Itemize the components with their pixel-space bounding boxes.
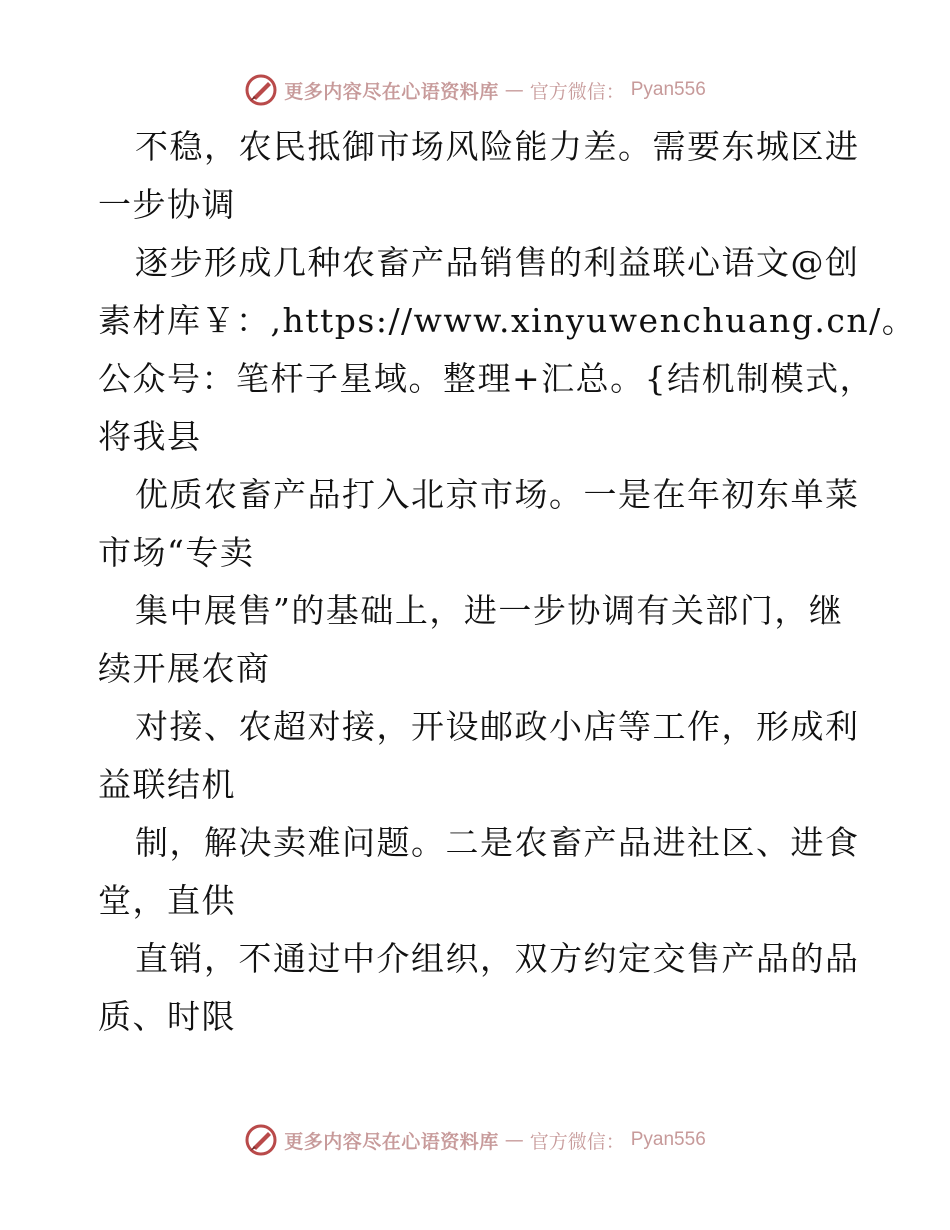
- text-line: 直销，不通过中介组织，双方约定交售产品的品: [135, 939, 860, 978]
- brand-logo-icon: [244, 1123, 278, 1157]
- text-line: 素材库￥：,https://www.xinyuwenchuang.cn/。: [98, 301, 917, 340]
- footer-banner-text: 更多内容尽在心语资料库: [284, 1130, 499, 1153]
- text-line: 制，解决卖难问题。二是农畜产品进社区、进食: [135, 823, 860, 862]
- text-line: 逐步形成几种农畜产品销售的利益联心语文@创: [135, 243, 860, 282]
- footer-banner: [244, 1123, 706, 1157]
- footer-banner-separator: —: [504, 1129, 524, 1151]
- text-line: 市场“专卖: [98, 533, 255, 572]
- text-line: 将我县: [98, 417, 202, 456]
- header-banner-text: 更多内容尽在心语资料库: [284, 80, 499, 103]
- document-body: [98, 118, 917, 1046]
- page-header: [0, 70, 950, 110]
- text-line: 集中展售”的基础上，进一步协调有关部门，继: [135, 591, 844, 630]
- footer-banner-id: Pyan556: [630, 1129, 706, 1150]
- text-line: 续开展农商: [98, 649, 271, 688]
- text-line: 公众号：笔杆子星域。整理+汇总。{结机制模式，: [98, 359, 875, 398]
- text-line: 对接、农超对接，开设邮政小店等工作，形成利: [135, 707, 860, 746]
- text-line: 质、时限: [98, 997, 236, 1036]
- page-footer: [0, 1120, 950, 1160]
- header-banner-separator: —: [504, 79, 524, 101]
- text-line: 一步协调: [98, 185, 236, 224]
- header-banner-label: 官方微信：: [529, 80, 625, 103]
- brand-logo-icon: [244, 73, 278, 107]
- text-line: 益联结机: [98, 765, 236, 804]
- text-line: 不稳，农民抵御市场风险能力差。需要东城区进: [135, 127, 860, 166]
- text-line: 优质农畜产品打入北京市场。一是在年初东单菜: [135, 475, 860, 514]
- header-banner: [244, 73, 706, 107]
- footer-banner-label: 官方微信：: [529, 1130, 625, 1153]
- header-banner-id: Pyan556: [630, 79, 706, 100]
- text-line: 堂，直供: [98, 881, 236, 920]
